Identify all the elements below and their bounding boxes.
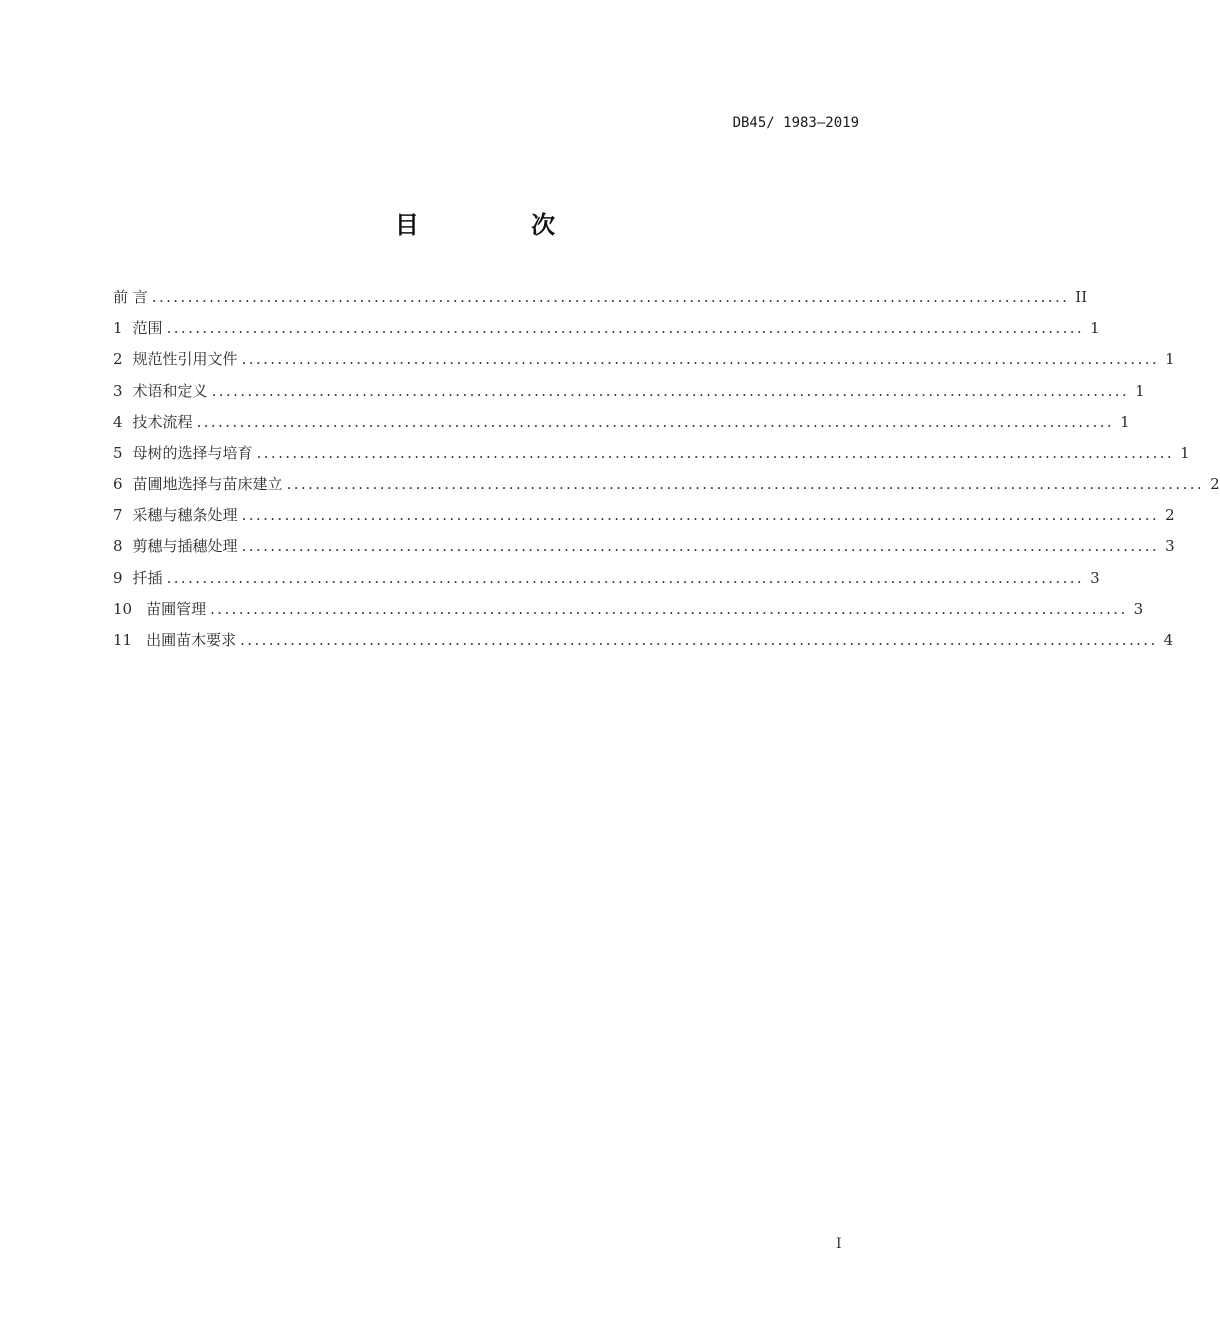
toc-entry-text: 扦插 xyxy=(132,568,163,587)
toc-entry-number: 9 xyxy=(113,568,123,587)
toc-entry-text: 技术流程 xyxy=(132,412,193,431)
toc-entry-foreword[interactable] xyxy=(113,282,1088,313)
toc-entry-text: 前 言 xyxy=(113,287,148,306)
toc-leader-dots: ................................................................................................................................ xyxy=(211,381,1130,400)
toc-entry-number: 7 xyxy=(113,506,123,525)
page-number: I xyxy=(836,1236,842,1252)
toc-title: 目 次 xyxy=(394,211,608,239)
toc-leader-dots: ................................................................................................................................ xyxy=(210,599,1128,618)
toc-entry-page: 1 xyxy=(1135,381,1145,400)
toc-entry-text: 出圃苗木要求 xyxy=(146,631,237,650)
toc-entry-text: 剪穗与插穗处理 xyxy=(132,537,238,556)
toc-entry-normative-references[interactable] xyxy=(113,344,1175,375)
toc-leader-dots: ................................................................................................................................ xyxy=(241,350,1160,369)
toc-leader-dots: ................................................................................................................................ xyxy=(166,568,1085,587)
toc-entry-text: 苗圃地选择与苗床建立 xyxy=(132,475,283,494)
toc-entry-number: 1 xyxy=(113,319,123,338)
toc-leader-dots: ................................................................................................................................ xyxy=(256,443,1175,462)
toc-entry-number: 2 xyxy=(113,350,123,369)
toc-entry-mother-tree[interactable] xyxy=(113,438,1190,469)
toc-leader-dots: ................................................................................................................................ xyxy=(151,287,1070,306)
toc-entry-number: 4 xyxy=(113,412,123,431)
toc-entry-scion-collection[interactable] xyxy=(113,500,1175,531)
toc-entry-page: 1 xyxy=(1165,350,1175,369)
toc-entry-page: 2 xyxy=(1210,475,1220,494)
toc-leader-dots: ................................................................................................................................ xyxy=(166,319,1085,338)
toc-entry-page: 3 xyxy=(1133,599,1144,618)
toc-entry-number: 8 xyxy=(113,537,123,556)
toc-entry-seedling-requirements[interactable] xyxy=(113,625,1174,656)
document-code: DB45/ 1983—2019 xyxy=(732,115,859,131)
toc-entry-number: 6 xyxy=(113,475,123,494)
toc-entry-page: 3 xyxy=(1165,537,1175,556)
toc-entry-number: 3 xyxy=(113,381,123,400)
toc-leader-dots: ................................................................................................................................ xyxy=(240,631,1158,650)
toc-entry-number: 5 xyxy=(113,443,123,462)
toc-entry-number: 11 xyxy=(113,631,133,650)
toc-leader-dots: ................................................................................................................................ xyxy=(286,475,1205,494)
toc-entry-cutting[interactable] xyxy=(113,563,1100,594)
toc-entry-technical-process[interactable] xyxy=(113,407,1130,438)
toc-entry-text: 母树的选择与培育 xyxy=(132,443,253,462)
toc-entry-page: 1 xyxy=(1180,443,1190,462)
toc-entry-number: 10 xyxy=(113,599,133,618)
toc-entry-nursery-management[interactable] xyxy=(113,594,1144,625)
toc-entry-text: 范围 xyxy=(132,319,163,338)
toc-entry-nursery-site[interactable] xyxy=(113,469,1220,500)
toc-leader-dots: ................................................................................................................................ xyxy=(196,412,1115,431)
toc-entry-page: 1 xyxy=(1090,319,1100,338)
toc-entry-text: 采穗与穗条处理 xyxy=(132,506,238,525)
toc-entry-page: 1 xyxy=(1120,412,1130,431)
toc-entry-cutting-treatment[interactable] xyxy=(113,532,1175,563)
toc-leader-dots: ................................................................................................................................ xyxy=(241,537,1160,556)
toc-entry-text: 术语和定义 xyxy=(132,381,208,400)
toc-entry-scope[interactable] xyxy=(113,313,1100,344)
toc-entry-page: 3 xyxy=(1090,568,1100,587)
toc-entry-terms-definitions[interactable] xyxy=(113,376,1145,407)
toc-entry-page: II xyxy=(1075,287,1088,306)
toc-entry-page: 2 xyxy=(1165,506,1175,525)
toc-entry-text: 规范性引用文件 xyxy=(132,350,238,369)
toc-leader-dots: ................................................................................................................................ xyxy=(241,506,1160,525)
toc-entry-page: 4 xyxy=(1163,631,1174,650)
toc-list xyxy=(113,282,1220,656)
toc-entry-text: 苗圃管理 xyxy=(146,599,207,618)
